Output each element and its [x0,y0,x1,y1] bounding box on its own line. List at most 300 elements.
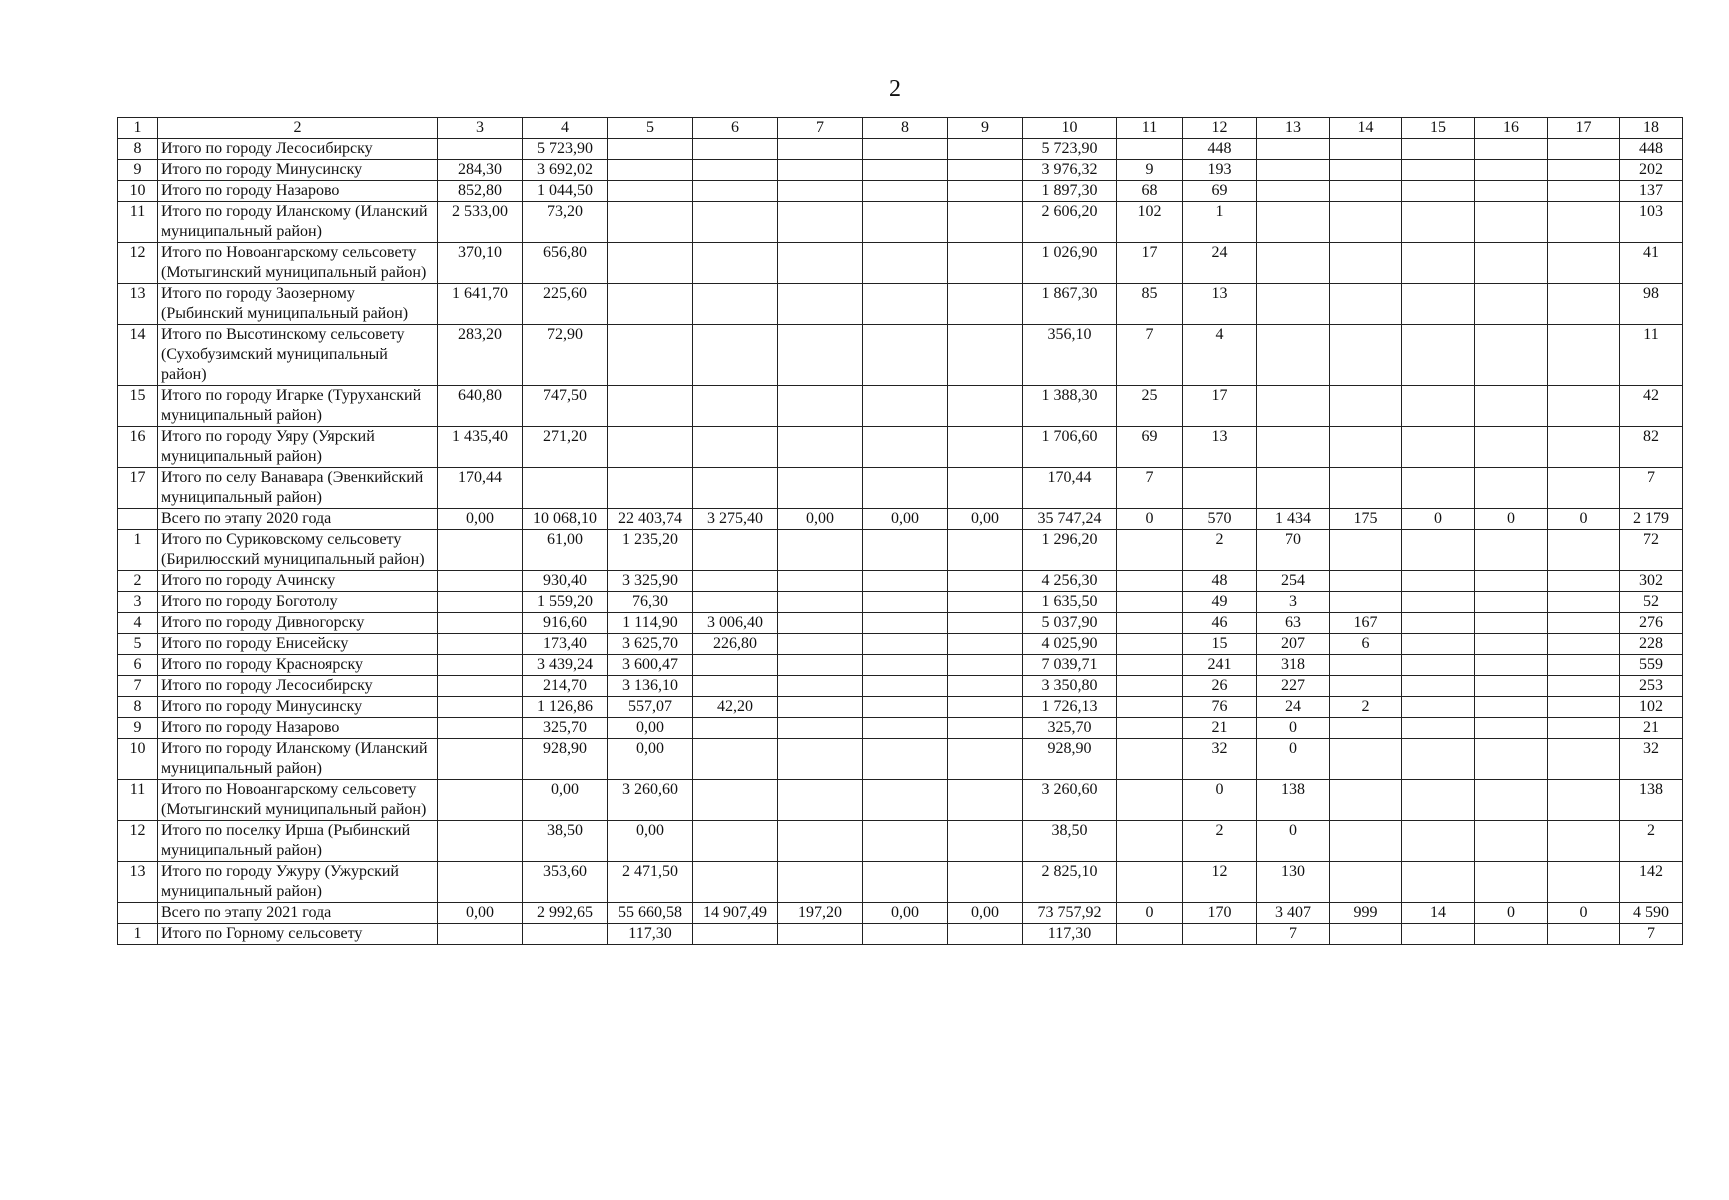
column-number-header: 12 [1183,118,1257,139]
row-number-cell: 11 [118,780,158,821]
value-cell: 0 [1402,509,1475,530]
row-name-cell: Итого по Новоангарскому сельсовету (Мотыгинский муниципальный район) [158,780,438,821]
value-cell [863,655,948,676]
value-cell [1330,243,1402,284]
row-number-cell: 10 [118,181,158,202]
value-cell: 167 [1330,613,1402,634]
value-cell: 3 692,02 [523,160,608,181]
row-name-cell: Итого по городу Лесосибирску [158,139,438,160]
value-cell: 10 068,10 [523,509,608,530]
value-cell: 52 [1620,592,1683,613]
value-cell: 7 [1257,924,1330,945]
value-cell [1117,613,1183,634]
column-number-header: 1 [118,118,158,139]
value-cell [608,386,693,427]
value-cell [1117,924,1183,945]
value-cell: 0,00 [608,821,693,862]
value-cell [1475,862,1548,903]
value-cell: 55 660,58 [608,903,693,924]
row-name-cell: Итого по городу Уяру (Уярский муниципальный район) [158,427,438,468]
column-number-header: 10 [1023,118,1117,139]
value-cell: 1 706,60 [1023,427,1117,468]
value-cell [948,139,1023,160]
table-row [118,780,1683,821]
value-cell: 69 [1183,181,1257,202]
row-number-cell: 12 [118,821,158,862]
value-cell: 138 [1257,780,1330,821]
value-cell [608,243,693,284]
value-cell [1475,718,1548,739]
value-cell: 17 [1183,386,1257,427]
value-cell [1475,386,1548,427]
value-cell [1475,634,1548,655]
value-cell [1330,427,1402,468]
row-number-cell: 13 [118,284,158,325]
value-cell [1475,284,1548,325]
value-cell [948,613,1023,634]
row-name-cell: Итого по Суриковскому сельсовету (Бирилюсский муниципальный район) [158,530,438,571]
data-table [117,117,1683,945]
value-cell: 3 600,47 [608,655,693,676]
value-cell [1548,571,1620,592]
value-cell [523,924,608,945]
value-cell [778,862,863,903]
value-cell: 14 [1402,903,1475,924]
value-cell [1548,676,1620,697]
value-cell [1402,243,1475,284]
value-cell: 0,00 [778,509,863,530]
value-cell [778,718,863,739]
row-number-cell: 14 [118,325,158,386]
value-cell [1330,202,1402,243]
value-cell: 2 825,10 [1023,862,1117,903]
value-cell [1548,924,1620,945]
data-table-container [117,117,1683,945]
column-number-header: 7 [778,118,863,139]
row-number-cell [118,509,158,530]
row-number-cell: 3 [118,592,158,613]
row-name-cell: Итого по городу Иланскому (Иланский муниципальный район) [158,202,438,243]
value-cell: 0 [1117,509,1183,530]
value-cell: 1 641,70 [438,284,523,325]
value-cell: 98 [1620,284,1683,325]
row-number-cell: 1 [118,924,158,945]
value-cell: 69 [1117,427,1183,468]
value-cell: 38,50 [523,821,608,862]
value-cell [693,202,778,243]
value-cell: 61,00 [523,530,608,571]
table-row [118,718,1683,739]
value-cell: 202 [1620,160,1683,181]
value-cell: 1 897,30 [1023,181,1117,202]
value-cell [693,592,778,613]
value-cell: 271,20 [523,427,608,468]
row-number-cell [118,903,158,924]
value-cell [863,739,948,780]
value-cell: 9 [1117,160,1183,181]
row-name-cell: Итого по городу Заозерному (Рыбинский муниципальный район) [158,284,438,325]
value-cell: 5 723,90 [523,139,608,160]
value-cell [1475,160,1548,181]
value-cell: 173,40 [523,634,608,655]
value-cell [778,181,863,202]
row-number-cell: 9 [118,718,158,739]
column-number-header: 15 [1402,118,1475,139]
value-cell: 49 [1183,592,1257,613]
value-cell [1475,821,1548,862]
value-cell: 370,10 [438,243,523,284]
value-cell [1548,325,1620,386]
row-name-cell: Итого по городу Назарово [158,718,438,739]
value-cell [778,924,863,945]
table-row [118,592,1683,613]
value-cell [1548,655,1620,676]
value-cell [1475,325,1548,386]
value-cell: 11 [1620,325,1683,386]
value-cell [863,718,948,739]
row-name-cell: Итого по Высотинскому сельсовету (Сухобузимский муниципальный район) [158,325,438,386]
value-cell [1330,284,1402,325]
value-cell [693,139,778,160]
value-cell [1330,821,1402,862]
value-cell: 0 [1475,509,1548,530]
value-cell: 559 [1620,655,1683,676]
value-cell [1330,924,1402,945]
row-number-cell: 9 [118,160,158,181]
value-cell: 25 [1117,386,1183,427]
column-number-header: 6 [693,118,778,139]
value-cell: 32 [1183,739,1257,780]
value-cell [1548,181,1620,202]
value-cell [1330,386,1402,427]
value-cell: 0,00 [608,739,693,780]
row-number-cell: 15 [118,386,158,427]
value-cell [438,739,523,780]
value-cell: 76 [1183,697,1257,718]
table-row [118,530,1683,571]
value-cell: 6 [1330,634,1402,655]
value-cell: 3 325,90 [608,571,693,592]
value-cell: 2 [1620,821,1683,862]
value-cell [1402,676,1475,697]
value-cell [438,530,523,571]
column-number-header: 5 [608,118,693,139]
value-cell [778,160,863,181]
value-cell [778,530,863,571]
value-cell [1117,139,1183,160]
row-number-cell: 5 [118,634,158,655]
value-cell [778,325,863,386]
value-cell: 2 [1183,821,1257,862]
value-cell [1402,386,1475,427]
value-cell: 24 [1183,243,1257,284]
value-cell [1117,634,1183,655]
value-cell [693,284,778,325]
value-cell [1117,592,1183,613]
value-cell: 254 [1257,571,1330,592]
value-cell: 22 403,74 [608,509,693,530]
row-name-cell: Итого по городу Ачинску [158,571,438,592]
value-cell: 1 044,50 [523,181,608,202]
value-cell: 70 [1257,530,1330,571]
value-cell [948,862,1023,903]
value-cell: 72,90 [523,325,608,386]
value-cell [948,160,1023,181]
value-cell [1548,284,1620,325]
value-cell: 448 [1620,139,1683,160]
value-cell [948,468,1023,509]
value-cell: 117,30 [1023,924,1117,945]
value-cell: 640,80 [438,386,523,427]
value-cell [1548,592,1620,613]
value-cell [693,530,778,571]
value-cell [608,202,693,243]
value-cell: 193 [1183,160,1257,181]
row-name-cell: Итого по городу Минусинску [158,697,438,718]
value-cell [523,468,608,509]
value-cell [1402,181,1475,202]
value-cell: 35 747,24 [1023,509,1117,530]
value-cell [948,243,1023,284]
row-name-cell: Итого по городу Ужуру (Ужурский муниципальный район) [158,862,438,903]
value-cell [778,427,863,468]
value-cell: 0 [1257,739,1330,780]
value-cell [608,181,693,202]
value-cell [948,718,1023,739]
value-cell [693,718,778,739]
value-cell [438,139,523,160]
value-cell [1548,862,1620,903]
value-cell: 76,30 [608,592,693,613]
value-cell [778,139,863,160]
value-cell: 570 [1183,509,1257,530]
table-body [118,118,1683,945]
table-row [118,160,1683,181]
value-cell [1548,739,1620,780]
value-cell [778,780,863,821]
stage-total-row [118,903,1683,924]
value-cell [948,530,1023,571]
table-row [118,139,1683,160]
table-row [118,243,1683,284]
value-cell: 21 [1183,718,1257,739]
row-name-cell: Итого по городу Красноярску [158,655,438,676]
value-cell [693,325,778,386]
value-cell [863,592,948,613]
table-row [118,697,1683,718]
value-cell [693,924,778,945]
value-cell: 102 [1117,202,1183,243]
value-cell: 916,60 [523,613,608,634]
row-number-cell: 4 [118,613,158,634]
value-cell: 227 [1257,676,1330,697]
value-cell [1402,160,1475,181]
value-cell [438,613,523,634]
value-cell: 2 606,20 [1023,202,1117,243]
row-name-cell: Итого по городу Назарово [158,181,438,202]
value-cell [438,862,523,903]
value-cell [948,181,1023,202]
value-cell [1475,571,1548,592]
value-cell: 1 026,90 [1023,243,1117,284]
value-cell [863,821,948,862]
value-cell [1330,718,1402,739]
row-name-cell: Итого по городу Игарке (Туруханский муниципальный район) [158,386,438,427]
column-number-header: 11 [1117,118,1183,139]
value-cell [1330,571,1402,592]
value-cell [1548,697,1620,718]
column-number-header: 17 [1548,118,1620,139]
value-cell [1330,468,1402,509]
value-cell [1117,821,1183,862]
value-cell [948,284,1023,325]
value-cell: 1 559,20 [523,592,608,613]
value-cell [863,862,948,903]
row-name-cell: Итого по Горному сельсовету [158,924,438,945]
value-cell [1402,697,1475,718]
value-cell [1257,284,1330,325]
value-cell: 1 867,30 [1023,284,1117,325]
row-name-cell: Итого по городу Дивногорску [158,613,438,634]
value-cell [778,202,863,243]
value-cell: 41 [1620,243,1683,284]
value-cell [693,427,778,468]
value-cell [1117,571,1183,592]
row-number-cell: 1 [118,530,158,571]
value-cell: 225,60 [523,284,608,325]
row-number-cell: 13 [118,862,158,903]
value-cell [693,821,778,862]
table-row [118,676,1683,697]
value-cell [1475,676,1548,697]
value-cell: 325,70 [523,718,608,739]
value-cell [863,139,948,160]
value-cell [1117,697,1183,718]
value-cell: 1 114,90 [608,613,693,634]
value-cell [1183,924,1257,945]
value-cell [948,202,1023,243]
value-cell: 2 [1330,697,1402,718]
value-cell: 2 992,65 [523,903,608,924]
value-cell [1475,530,1548,571]
value-cell [1402,655,1475,676]
value-cell: 82 [1620,427,1683,468]
value-cell: 4 025,90 [1023,634,1117,655]
value-cell [1183,468,1257,509]
value-cell [1475,780,1548,821]
column-number-header: 8 [863,118,948,139]
value-cell [693,243,778,284]
value-cell: 137 [1620,181,1683,202]
value-cell [863,243,948,284]
table-row [118,181,1683,202]
value-cell [948,821,1023,862]
value-cell [948,655,1023,676]
value-cell [438,571,523,592]
value-cell: 0,00 [608,718,693,739]
value-cell: 276 [1620,613,1683,634]
value-cell [693,676,778,697]
value-cell: 3 439,24 [523,655,608,676]
value-cell: 7 [1117,468,1183,509]
value-cell [1402,468,1475,509]
column-number-header: 13 [1257,118,1330,139]
value-cell: 17 [1117,243,1183,284]
table-row [118,427,1683,468]
value-cell: 14 907,49 [693,903,778,924]
value-cell [778,739,863,780]
value-cell: 0 [1548,903,1620,924]
column-number-header: 2 [158,118,438,139]
value-cell [608,468,693,509]
row-name-cell: Всего по этапу 2020 года [158,509,438,530]
value-cell: 102 [1620,697,1683,718]
value-cell: 656,80 [523,243,608,284]
row-number-cell: 2 [118,571,158,592]
value-cell [778,655,863,676]
value-cell [1548,386,1620,427]
value-cell: 73 757,92 [1023,903,1117,924]
row-name-cell: Всего по этапу 2021 года [158,903,438,924]
value-cell [438,676,523,697]
value-cell [863,160,948,181]
value-cell: 226,80 [693,634,778,655]
value-cell [778,571,863,592]
column-number-header: 9 [948,118,1023,139]
value-cell [1475,181,1548,202]
row-number-cell: 11 [118,202,158,243]
value-cell [1330,780,1402,821]
row-name-cell: Итого по Новоангарскому сельсовету (Мотыгинский муниципальный район) [158,243,438,284]
value-cell: 0,00 [523,780,608,821]
value-cell [1548,202,1620,243]
table-row [118,924,1683,945]
value-cell: 7 [1620,924,1683,945]
value-cell: 0,00 [438,509,523,530]
value-cell: 130 [1257,862,1330,903]
row-number-cell: 10 [118,739,158,780]
value-cell: 26 [1183,676,1257,697]
value-cell: 3 625,70 [608,634,693,655]
value-cell [1402,862,1475,903]
table-row [118,821,1683,862]
value-cell [863,613,948,634]
value-cell [438,655,523,676]
value-cell: 928,90 [1023,739,1117,780]
value-cell [1330,181,1402,202]
value-cell [778,697,863,718]
value-cell: 5 723,90 [1023,139,1117,160]
value-cell [1117,530,1183,571]
value-cell [1548,243,1620,284]
value-cell [948,592,1023,613]
value-cell [1548,821,1620,862]
column-number-header: 14 [1330,118,1402,139]
value-cell [1475,139,1548,160]
value-cell [948,780,1023,821]
row-number-cell: 16 [118,427,158,468]
table-row [118,468,1683,509]
value-cell [1475,427,1548,468]
value-cell [1402,634,1475,655]
value-cell: 46 [1183,613,1257,634]
value-cell [1330,325,1402,386]
value-cell [948,924,1023,945]
value-cell [1548,160,1620,181]
value-cell [1402,613,1475,634]
value-cell [1548,427,1620,468]
value-cell [863,427,948,468]
